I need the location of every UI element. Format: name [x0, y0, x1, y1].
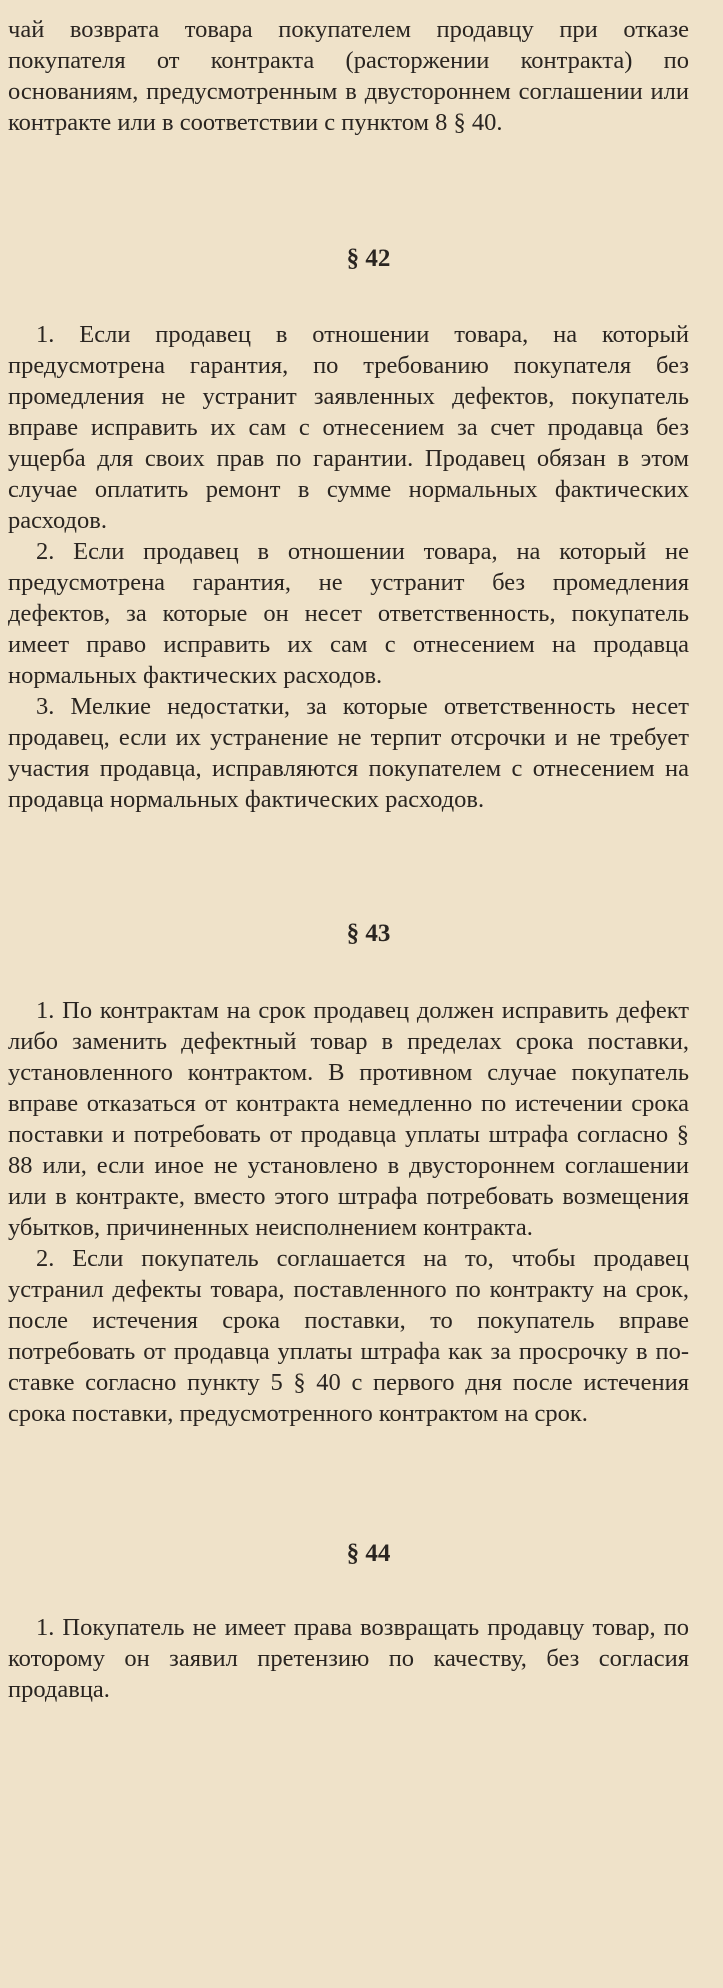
section-title-43: § 43: [346, 920, 391, 947]
section-title-42: § 42: [346, 245, 391, 272]
section-43-paragraph-1: 1. По контрактам на срок продавец должен исправить дефект либо заменить дефектный товар в пределах срока поставки, установленного контрактом. В противном случае покупатель вправе отказаться от контракта немедленно по истечении срока поставки и потребовать от продавца уплаты штрафа согласно § 88 или, если иное не установлено в двустороннем соглашении или в контракте, вместо этого штрафа потребовать возмещения убытков, причиненных неисполнением контракта.: [8, 997, 689, 1241]
section-title-44: § 44: [346, 1540, 391, 1567]
section-43-body: [8, 995, 689, 1429]
section-42-paragraph-1: 1. Если продавец в отношении товара, на который предусмотрена гарантия, по требованию покупателя без промедления не устранит заявленных дефектов, покупатель вправе исправить их сам с отнесением за счет продавца без ущерба для своих прав по гарантии. Продавец обязан в этом случае оплатить ремонт в сумме нормальных фактических расходов.: [8, 321, 689, 534]
section-44-body: [8, 1612, 689, 1705]
section-42-paragraph-3: 3. Мелкие недостатки, за которые ответственность несет продавец, если их устранение не терпит отсрочки и не требует участия продавца, исправляются покупателем с отнесением на продавца нормальных фактических расходов.: [8, 693, 689, 813]
section-43-paragraph-2: 2. Если покупатель соглашается на то, чтобы продавец устранил дефекты товара, поставленного по контракту на срок, после истечения срока поставки, то покупатель вправе потребовать от продавца уплаты штрафа как за просрочку в поставке согласно пункту 5 § 40 с первого дня после истечения срока поставки, предусмотренного контрактом на срок.: [8, 1245, 689, 1427]
intro-paragraph: чай возврата товара покупателем продавцу при отказе покупателя от контракта (расторжении контракта) по основаниям, предусмотренным в двустороннем соглашении или контракте или в соответствии с пунктом 8 § 40.: [8, 16, 689, 136]
intro-block: [8, 14, 689, 138]
section-42-paragraph-2: 2. Если продавец в отношении товара, на который не предусмотрена гарантия, не устранит без промедления дефектов, за которые он несет ответственность, покупатель имеет право исправить их сам с отнесением на продавца нормальных фактических расходов.: [8, 538, 689, 689]
section-42-body: [8, 319, 689, 815]
section-44-paragraph-1: 1. Покупатель не имеет права возвращать продавцу товар, по которому он заявил претензию по качеству, без согласия продавца.: [8, 1614, 689, 1703]
